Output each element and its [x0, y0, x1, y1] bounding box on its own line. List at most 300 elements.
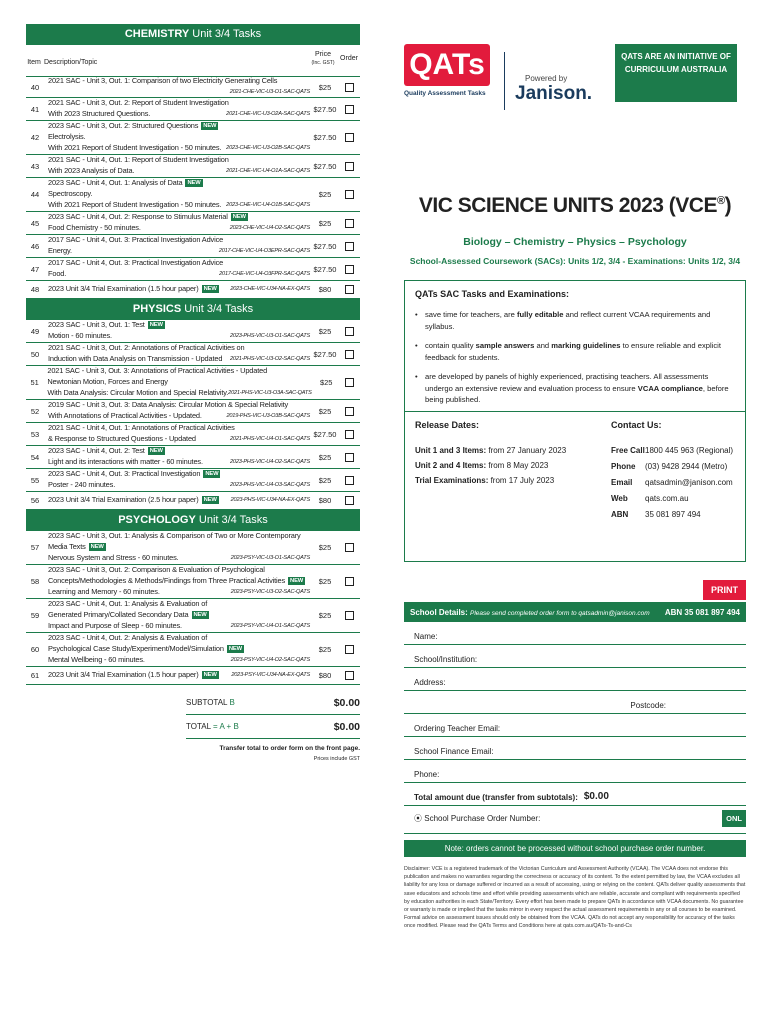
new-badge: NEW	[290, 578, 304, 585]
tasks-box	[404, 280, 746, 412]
school-details-header	[404, 602, 746, 622]
detail-text: 2023 Unit 3/4 Trial Examination (1.5 hour paper)	[48, 670, 199, 680]
logo-divider	[504, 52, 505, 110]
col-desc: Description/Topic	[44, 59, 98, 66]
page-title-end: )	[724, 194, 732, 217]
detail-text: With Data Analysis: Circular Motion and Special Relativity.	[47, 387, 229, 397]
description-text: 2023 SAC - Unit 4, Out. 2: Analysis & Evaluation of	[48, 633, 208, 643]
order-cell	[338, 543, 360, 552]
logo-row	[404, 44, 746, 144]
description-text: Newtonian Motion, Forces and Energy	[47, 377, 168, 387]
description-line	[48, 235, 312, 246]
new-badge: NEW	[149, 448, 163, 455]
item-description	[44, 398, 312, 424]
item-price: $25	[318, 218, 332, 228]
code-line	[48, 670, 312, 681]
po-label: School Purchase Order Number:	[424, 813, 541, 823]
contact-web-link[interactable]: qats.com.au	[645, 494, 689, 503]
item-description	[44, 563, 312, 599]
description-line	[48, 178, 312, 189]
table-row	[26, 178, 360, 212]
order-cell	[338, 83, 360, 92]
code-line-text	[48, 434, 196, 445]
item-price: $25	[318, 475, 332, 485]
detail-text: Food.	[48, 269, 67, 278]
item-number: 55	[30, 475, 40, 485]
product-code: 2023-PHS-VIC-U3-O1-SAC-QATS	[230, 333, 310, 339]
description-line	[48, 343, 312, 354]
description-line	[48, 400, 312, 411]
bullet-text: , before being published.	[425, 383, 729, 404]
subtotal-label-wrap	[186, 698, 235, 707]
item-price: $25	[318, 543, 332, 552]
total-due-value: $0.00	[583, 791, 609, 802]
contact-email	[611, 478, 735, 487]
detail-text: Impact and Purpose of Sleep - 60 minutes.	[48, 620, 182, 630]
order-checkbox[interactable]	[345, 190, 354, 199]
print-row	[404, 580, 746, 600]
contact-label: Email	[611, 478, 633, 487]
table-row	[26, 320, 360, 343]
code-line	[48, 331, 312, 342]
code-line	[48, 284, 312, 295]
subtotal-value: $0.00	[333, 696, 360, 709]
registered-mark: ®	[716, 195, 725, 207]
item-number: 48	[30, 285, 40, 294]
order-checkbox[interactable]	[345, 543, 354, 552]
product-code: 2023-PHS-VIC-U34-NA-EX-QATS	[230, 497, 310, 504]
description-text: 2023 SAC - Unit 4, Out. 2: Test	[48, 446, 145, 456]
order-cell	[338, 162, 360, 171]
code-line	[48, 269, 312, 280]
item-price: $27.50	[313, 429, 337, 439]
order-cell	[338, 671, 360, 680]
order-cell	[338, 219, 360, 228]
order-checkbox[interactable]	[345, 219, 354, 228]
order-checkbox[interactable]	[345, 265, 354, 274]
order-cell	[339, 378, 360, 387]
page-title	[404, 194, 746, 218]
code-line	[48, 411, 312, 422]
product-code: 2021-CHE-VIC-U3-O2A-SAC-QATS	[226, 111, 310, 117]
col-item: Item	[27, 59, 41, 66]
table-row	[26, 212, 360, 235]
description-line	[48, 565, 312, 576]
item-description	[44, 631, 312, 667]
item-price: $25	[318, 82, 332, 92]
description-line	[48, 633, 312, 644]
name-field[interactable]: Name:	[404, 622, 746, 645]
description-line	[48, 320, 312, 331]
release-line	[415, 446, 611, 455]
order-checkbox[interactable]	[345, 453, 354, 462]
product-code: 2021-CHE-VIC-U3-O1-SAC-QATS	[229, 89, 310, 95]
detail-text: With 2021 Report of Student Investigation - 50 minutes.	[48, 142, 222, 152]
description-text: 2023 SAC - Unit 3, Out. 1: Analysis & Comparison of Two or More Contemporary	[48, 531, 301, 541]
table-row	[26, 400, 360, 423]
print-button[interactable]: PRINT	[703, 580, 746, 600]
code-line-text	[48, 670, 219, 681]
description-text: 2017 SAC - Unit 4, Out. 3: Practical Investigation Advice	[48, 258, 224, 268]
contact-heading: Contact Us:	[611, 420, 662, 430]
contact-email-link[interactable]: qatsadmin@janison.com	[645, 478, 733, 487]
new-badge: NEW	[149, 322, 163, 329]
section-header	[26, 24, 360, 45]
description-text: 2021 SAC - Unit 4, Out. 1: Report of Student Investigation	[48, 155, 229, 165]
section-header	[26, 299, 360, 320]
release-heading: Release Dates:	[415, 420, 480, 430]
order-cell	[338, 496, 360, 505]
detail-text: Mental Wellbeing - 60 minutes.	[48, 654, 145, 664]
detail-text: & Response to Structured Questions - Updated	[48, 434, 196, 443]
item-number: 61	[30, 671, 40, 680]
bullet-bold: marking guidelines	[551, 341, 621, 350]
code-line-text	[48, 269, 66, 280]
new-badge: NEW	[203, 123, 217, 130]
description-line	[48, 155, 312, 166]
code-line-text	[48, 621, 182, 632]
item-number: 53	[30, 429, 40, 439]
product-code: 2023-CHE-VIC-U34-NA-EX-QATS	[230, 286, 310, 293]
po-row	[404, 806, 746, 834]
item-number: 59	[30, 611, 40, 620]
table-row	[26, 258, 360, 281]
code-line	[48, 223, 312, 234]
item-number: 56	[30, 496, 40, 505]
description-line	[48, 212, 312, 223]
order-checkbox[interactable]	[345, 645, 354, 654]
section-header	[26, 510, 360, 531]
po-label-wrap[interactable]	[414, 813, 540, 824]
qats-logo	[404, 44, 494, 97]
item-description	[44, 153, 312, 179]
subtotal-letter: B	[229, 698, 235, 707]
order-checkbox[interactable]	[345, 327, 354, 336]
address-field[interactable]: Address:	[404, 668, 746, 691]
info-panel	[404, 44, 746, 931]
code-line-text	[48, 223, 141, 234]
item-number: 46	[30, 241, 40, 251]
code-line-text	[47, 388, 228, 399]
product-code: 2017-CHE-VIC-U4-O3FPR-SAC-QATS	[219, 271, 310, 277]
code-line	[48, 434, 312, 445]
item-price: $27.50	[313, 104, 337, 114]
new-badge: NEW	[187, 180, 201, 187]
item-price: $80	[318, 285, 332, 294]
order-checkbox[interactable]	[345, 476, 354, 485]
product-code: 2023-CHE-VIC-U4-O2-SAC-QATS	[229, 225, 310, 231]
item-number: 49	[30, 326, 40, 336]
description-text: 2021 SAC - Unit 3, Out. 1: Comparison of two Electricity Generating Cells	[48, 76, 278, 86]
total-label-wrap	[186, 722, 239, 731]
item-number: 44	[30, 190, 40, 199]
order-checkbox[interactable]	[345, 83, 354, 92]
contact-phone	[611, 462, 735, 471]
qats-brand: QATs	[404, 44, 490, 86]
order-cell	[338, 190, 360, 199]
school-heading-sub: Please send completed order form to qatsadmin@janison.com	[470, 609, 650, 617]
code-line-text	[48, 553, 179, 564]
new-badge: NEW	[203, 286, 217, 293]
contact-us	[611, 420, 735, 553]
description-text: 2023 SAC - Unit 4, Out. 2: Response to Stimulus Material	[48, 212, 228, 222]
item-price: $27.50	[313, 349, 337, 359]
item-price: $27.50	[313, 133, 337, 142]
column-header	[26, 45, 360, 77]
product-code: 2021-PHS-VIC-U4-O1-SAC-QATS	[230, 436, 310, 442]
item-description	[44, 119, 312, 155]
release-date: from 8 May 2023	[486, 461, 549, 470]
finance-email-field[interactable]: School Finance Email:	[404, 737, 746, 760]
product-code: 2023-PHS-VIC-U4-O3-SAC-QATS	[230, 482, 310, 488]
item-price: $25	[318, 577, 332, 586]
contact-web	[611, 494, 735, 503]
product-code: 2023-PSY-VIC-U3-O1-SAC-QATS	[230, 554, 310, 561]
total-row	[186, 715, 360, 739]
description-line	[48, 531, 312, 542]
total-label: TOTAL	[186, 722, 211, 731]
col-price-label: Price	[315, 51, 331, 58]
qats-tagline: Quality Assessment Tasks	[404, 90, 486, 97]
bullet-text: to ensure reliable and explicit feedback for students.	[425, 341, 721, 362]
detail-text: Motion - 60 minutes.	[48, 331, 112, 340]
item-price: $25	[318, 190, 332, 199]
detail-text: Induction with Data Analysis on Transmission - Updated	[48, 354, 223, 363]
contact-value: (03) 9428 2944 (Metro)	[645, 462, 728, 471]
powered-by: Powered by	[525, 74, 568, 83]
col-order: Order	[340, 55, 358, 62]
description-text: 2023 SAC - Unit 4, Out. 3: Practical Investigation	[48, 469, 201, 479]
detail-text: With Annotations of Practical Activities - Updated.	[48, 411, 202, 420]
table-row	[26, 531, 360, 565]
table-row	[26, 98, 360, 121]
detail-text: Learning and Memory - 60 minutes.	[48, 586, 160, 596]
bullet-text: contain quality	[425, 341, 476, 350]
detail-text: With 2023 Analysis of Data.	[48, 166, 135, 175]
description-line	[48, 121, 312, 132]
product-code: 2023-PSY-VIC-U4-O2-SAC-QATS	[230, 656, 310, 663]
postcode-field[interactable]: Postcode:	[404, 691, 746, 714]
code-line-text	[48, 166, 134, 177]
code-line	[48, 621, 312, 632]
code-line	[47, 388, 313, 399]
new-badge: NEW	[90, 544, 104, 551]
description-text: Spectroscopy.	[48, 189, 93, 199]
janison-name: Janison.	[515, 83, 593, 104]
description-text: 2023 SAC - Unit 4, Out. 1: Analysis of Data	[48, 178, 183, 188]
school-heading: School Details:	[410, 607, 468, 617]
description-line	[48, 423, 312, 434]
item-price: $25	[318, 452, 332, 462]
bullet-text: are developed by panels of highly experienced, practising teachers. All assessments undergo an extensive review and evaluation process to ensure	[425, 372, 709, 393]
order-checkbox[interactable]	[345, 378, 354, 387]
description-text: 2021 SAC - Unit 3, Out. 2: Annotations of Practical Activities on	[48, 343, 245, 353]
code-line	[48, 200, 312, 211]
order-cell	[338, 327, 360, 336]
description-line	[48, 599, 312, 610]
order-checkbox[interactable]	[345, 162, 354, 171]
po-note: Note: orders cannot be processed without school purchase order number.	[404, 840, 746, 857]
contact-label: Phone	[611, 462, 636, 471]
item-number: 41	[30, 104, 40, 114]
contact-freecall	[611, 446, 735, 455]
order-checkbox[interactable]	[345, 407, 354, 416]
item-number: 50	[30, 349, 40, 359]
item-description	[44, 467, 312, 493]
code-line-text	[48, 246, 72, 257]
release-line	[415, 461, 611, 470]
order-checkbox[interactable]	[345, 350, 354, 359]
item-number: 47	[30, 264, 40, 274]
section-name: PHYSICS	[132, 303, 182, 315]
school-abn: ABN 35 081 897 494	[664, 607, 740, 617]
product-code: 2021-PHS-VIC-U3-O2-SAC-QATS	[230, 356, 310, 362]
contact-abn	[611, 510, 735, 519]
item-number: 51	[30, 378, 39, 387]
item-number: 52	[30, 406, 40, 416]
bullet-answers	[415, 340, 735, 363]
bullet-bold: fully editable	[517, 310, 564, 319]
item-description	[44, 256, 312, 282]
table-row	[26, 446, 360, 469]
code-line-text	[48, 587, 160, 598]
tasks-heading: QATs SAC Tasks and Examinations:	[415, 289, 570, 299]
order-cell	[338, 611, 360, 620]
product-code: 2021-PHS-VIC-U3-O3A-SAC-QATS	[228, 389, 312, 396]
item-description	[44, 444, 312, 470]
page-title-text: VIC SCIENCE UNITS 2023 (VCE	[418, 194, 717, 217]
contact-label: Free Call	[611, 446, 645, 455]
description-line	[48, 189, 312, 200]
order-checkbox[interactable]	[345, 671, 354, 680]
radio-icon[interactable]: ⦿	[414, 813, 422, 823]
release-label: Unit 1 and 3 Items:	[415, 446, 487, 455]
section-subtitle: Unit 3/4 Tasks	[198, 514, 268, 526]
description-text: 2023 SAC - Unit 3, Out. 1: Test	[48, 320, 145, 330]
institution-field[interactable]: School/Institution:	[404, 645, 746, 668]
code-line-text	[48, 495, 219, 506]
item-description	[43, 364, 313, 400]
description-line	[48, 644, 312, 655]
description-text: 2023 SAC - Unit 4, Out. 1: Analysis & Evaluation of	[48, 599, 208, 609]
detail-text: Light and its interactions with matter - 60 minutes.	[48, 457, 203, 466]
description-text: 2023 SAC - Unit 3, Out. 2: Comparison & Evaluation of Psychological	[48, 565, 265, 575]
order-checkbox[interactable]	[345, 105, 354, 114]
total-due-row	[404, 783, 746, 806]
order-cell	[338, 645, 360, 654]
item-number: 45	[30, 218, 40, 228]
new-badge: NEW	[228, 646, 242, 653]
order-items-panel	[26, 24, 360, 764]
sacs-line: School-Assessed Coursework (SACs): Units 1/2, 3/4 - Examinations: Units 1/2, 3/4	[409, 256, 741, 266]
order-cell	[338, 430, 360, 439]
code-line	[48, 166, 312, 177]
release-dates	[415, 420, 611, 553]
code-line	[48, 655, 312, 666]
bullet-editable	[415, 309, 735, 332]
contact-value: 1800 445 963 (Regional)	[645, 446, 734, 455]
detail-text: 2023 Unit 3/4 Trial Examination (1.5 hour paper)	[48, 284, 199, 294]
new-badge: NEW	[203, 497, 217, 504]
phone-field[interactable]: Phone:	[404, 760, 746, 783]
product-code: 2023-PHS-VIC-U4-O2-SAC-QATS	[230, 459, 310, 465]
item-number: 40	[30, 82, 40, 92]
code-line	[48, 587, 312, 598]
teacher-email-field[interactable]: Ordering Teacher Email:	[404, 714, 746, 737]
order-checkbox[interactable]	[345, 242, 354, 251]
order-cell	[338, 476, 360, 485]
order-checkbox[interactable]	[345, 133, 354, 142]
product-code: 2023-PSY-VIC-U34-NA-EX-QATS	[231, 672, 310, 679]
detail-text: With 2021 Report of Student Investigation - 50 minutes.	[48, 199, 222, 209]
item-description	[44, 668, 312, 683]
table-row	[26, 469, 360, 492]
release-label: Trial Examinations:	[415, 476, 489, 485]
subjects-line: Biology – Chemistry – Physics – Psychology	[463, 236, 687, 248]
order-checkbox[interactable]	[345, 285, 354, 294]
release-line	[415, 476, 611, 485]
bullet-text: save time for teachers, are	[425, 310, 518, 319]
item-number: 57	[30, 543, 40, 552]
description-text: Psychological Case Study/Experiment/Model/Simulation	[48, 644, 224, 654]
code-line-text	[48, 354, 222, 365]
item-number: 54	[30, 452, 40, 462]
description-text: 2021 SAC - Unit 3, Out. 2: Report of Student Investigation	[48, 98, 229, 108]
description-line	[48, 132, 312, 143]
product-code: 2023-CHE-VIC-U4-O1B-SAC-QATS	[226, 201, 310, 208]
order-cell	[338, 265, 360, 274]
bullet-text: and	[534, 341, 552, 350]
item-description	[44, 233, 312, 259]
description-text: Concepts/Methodologies & Methods/Findings from Three Practical Activities	[48, 576, 286, 586]
order-checkbox[interactable]	[345, 496, 354, 505]
detail-text: With 2023 Structured Questions.	[48, 109, 151, 118]
code-line-text	[48, 143, 221, 154]
subtotal-label: SUBTOTAL	[186, 698, 228, 707]
table-row	[26, 235, 360, 258]
dates-contact-box	[404, 412, 746, 562]
item-number: 60	[30, 645, 40, 654]
order-cell	[338, 407, 360, 416]
code-line-text	[48, 284, 219, 295]
detail-text: Nervous System and Stress - 60 minutes.	[48, 552, 179, 562]
disclaimer: Disclaimer: VCE is a registered trademark of the Victorian Curriculum and Assessment Authority (VCAA). The VCAA does not endorse this publication and makes no warranties regarding the correctness or accuracy of its content. To the extent permitted by law, the VCAA excludes all liability for any loss or damage suffered or incurred as a result of accessing, using or relying on the content. QATs deliver quality assessments that save educators and schools time and effort while providing assessments which are reliable, accurate and compliant with requirements specified by education authorities in each State/Territory. Every effort has been made to prepare QATs in accordance with VCAA documents. No guarantee or warranty is made or implied that the tasks mirror in every respect the actual assessment requirements in any or all courses to be examined. Formal advice on assessment issues should only be obtained from the VCAA. QATs do not accept any responsibility for accuracy of the tasks once modified. Please read the QATs Terms and Conditions here at qats.com.au/QATs-Ts-and-Cs	[404, 866, 746, 930]
bullet-bold: VCAA compliance	[637, 383, 703, 393]
order-cell	[338, 453, 360, 462]
contact-label: ABN	[611, 510, 629, 519]
item-description	[44, 421, 312, 447]
order-cell	[338, 285, 360, 294]
item-price: $25	[318, 645, 332, 654]
description-text: 2021 SAC - Unit 3, Out. 3: Annotations of Practical Activities - Updated	[47, 366, 268, 376]
table-row	[26, 667, 360, 685]
table-row	[26, 155, 360, 178]
new-badge: NEW	[193, 612, 207, 619]
item-price: $27.50	[313, 241, 337, 251]
order-checkbox[interactable]	[345, 577, 354, 586]
code-line	[48, 354, 312, 365]
order-checkbox[interactable]	[345, 611, 354, 620]
description-text: Generated Primary/Collated Secondary Data	[48, 610, 189, 620]
order-checkbox[interactable]	[345, 430, 354, 439]
contact-value: 35 081 897 494	[645, 510, 701, 519]
item-description	[44, 341, 312, 367]
footnote-text: Transfer total to order form on the front page.	[219, 745, 360, 752]
code-line-text	[48, 331, 112, 342]
onl-badge[interactable]: ONL	[722, 810, 746, 827]
janison-logo	[515, 44, 605, 105]
table-row	[26, 343, 360, 366]
